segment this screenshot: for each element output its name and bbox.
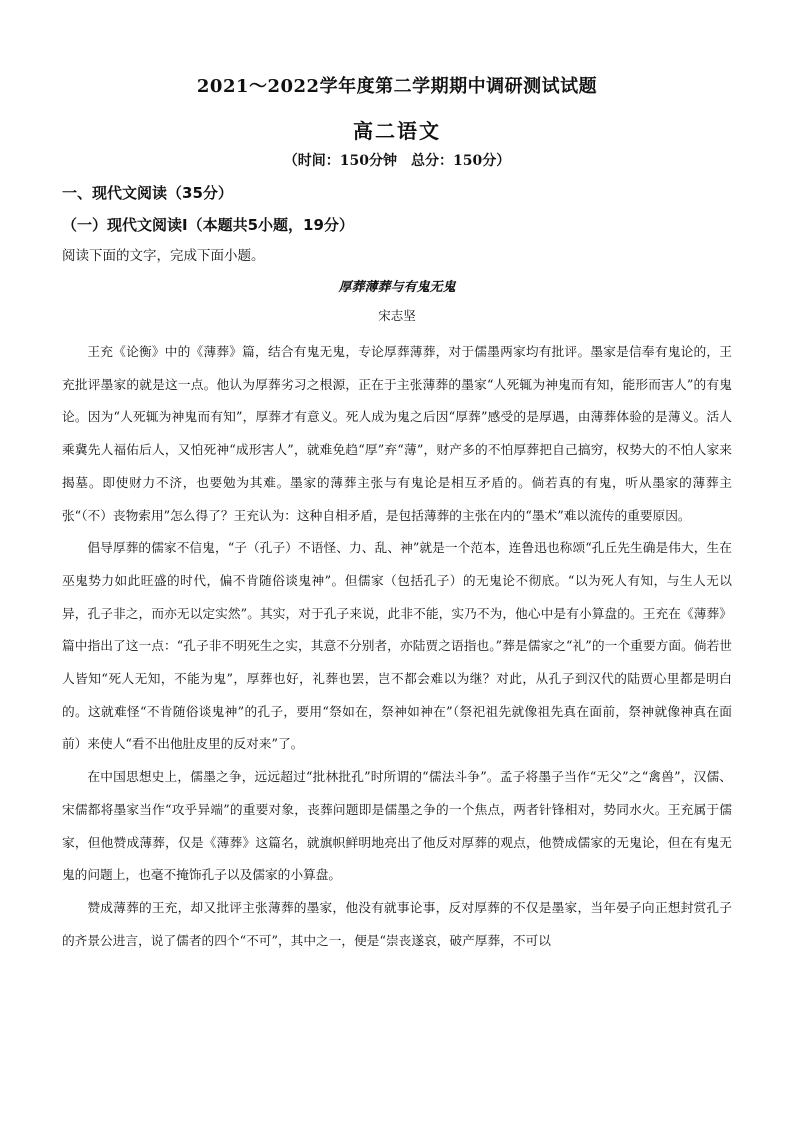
subsection-heading: （一）现代文阅读Ⅰ（本题共5小题，19分） <box>62 216 354 234</box>
exam-title: 2021～2022学年度第二学期期中调研测试试题 <box>196 76 598 97</box>
subject-title: 高二语文 <box>353 119 441 143</box>
article-body <box>62 336 732 957</box>
article-title: 厚葬薄葬与有鬼无鬼 <box>338 280 456 295</box>
reading-instruction: 阅读下面的文字，完成下面小题。 <box>62 248 265 264</box>
article-paragraph: 王充《论衡》中的《薄葬》篇，结合有鬼无鬼，专论厚葬薄葬，对于儒墨两家均有批评。墨家是信奉有鬼论的，王充批评墨家的就是这一点。他认为厚葬劣习之根源，正在于主张薄葬的墨家“人死辄为神鬼而有知，能形而害人”的有鬼论。因为“人死辄为神鬼而有知”，厚葬才有意义。死人成为鬼之后因“厚葬”感受的是厚遇，由薄葬体验的是薄义。活人乘冀先人福佑后人，又怕死神“成形害人”，就难免趋“厚”弃“薄”，财产多的不怕厚葬把自己搞穷，权势大的不怕人家来揭墓。即使财力不济，也要勉为其难。墨家的薄葬主张与有鬼论是相互矛盾的。倘若真的有鬼，听从墨家的薄葬主张“（不）丧物索用”怎么得了？王充认为：这种自相矛盾，是包括薄葬的主张在内的“墨术”难以流传的重要原因。 <box>62 344 732 523</box>
article-paragraph: 在中国思想史上，儒墨之争，远远超过“批林批孔”时所谓的“儒法斗争”。孟子将墨子当作“无父”之“禽兽”，汉儒、宋儒都将墨家当作“攻乎异端”的重要对象，丧葬问题即是儒墨之争的一个焦点，两者针锋相对，势同水火。王充属于儒家，但他赞成薄葬，仅是《薄葬》这篇名，就旗帜鲜明地亮出了他反对厚葬的观点，他赞成儒家的无鬼论，但在有鬼无鬼的问题上，也毫不掩饰孔子以及儒家的小算盘。 <box>62 769 732 883</box>
time-info: （时间：150分钟 总分：150分） <box>283 153 511 169</box>
article-paragraph: 倡导厚葬的儒家不信鬼，“子（孔子）不语怪、力、乱、神”就是一个范本，连鲁迅也称颂“孔丘先生确是伟大，生在巫鬼势力如此旺盛的时代，偏不肯随俗谈鬼神”。但儒家（包括孔子）的无鬼论不彻底。“以为死人有知，与生人无以异，孔子非之，而亦无以定实然”。其实，对于孔子来说，此非不能，实乃不为，他心中是有小算盘的。王充在《薄葬》篇中指出了这一点：“孔子非不明死生之实，其意不分别者，亦陆贾之语指也。”葬是儒家之“礼”的一个重要方面。倘若世人皆知“死人无知，不能为鬼”，厚葬也好，礼葬也罢，岂不都会难以为继？对此，从孔子到汉代的陆贾心里都是明白的。这就难怪“不肯随俗谈鬼神”的孔子，要用“祭如在，祭神如神在”（祭祀祖先就像祖先真在面前，祭神就像神真在面前）来使人“看不出他肚皮里的反对来”了。 <box>62 540 732 752</box>
section-heading: 一、现代文阅读（35分） <box>62 184 233 202</box>
article-paragraph: 赞成薄葬的王充，却又批评主张薄葬的墨家，他没有就事论事，反对厚葬的不仅是墨家，当年晏子向正想封赏孔子的齐景公进言，说了儒者的四个“不可”，其中之一，便是“崇丧遂哀，破产厚葬，不可以 <box>62 899 732 948</box>
article-author: 宋志坚 <box>378 308 416 323</box>
